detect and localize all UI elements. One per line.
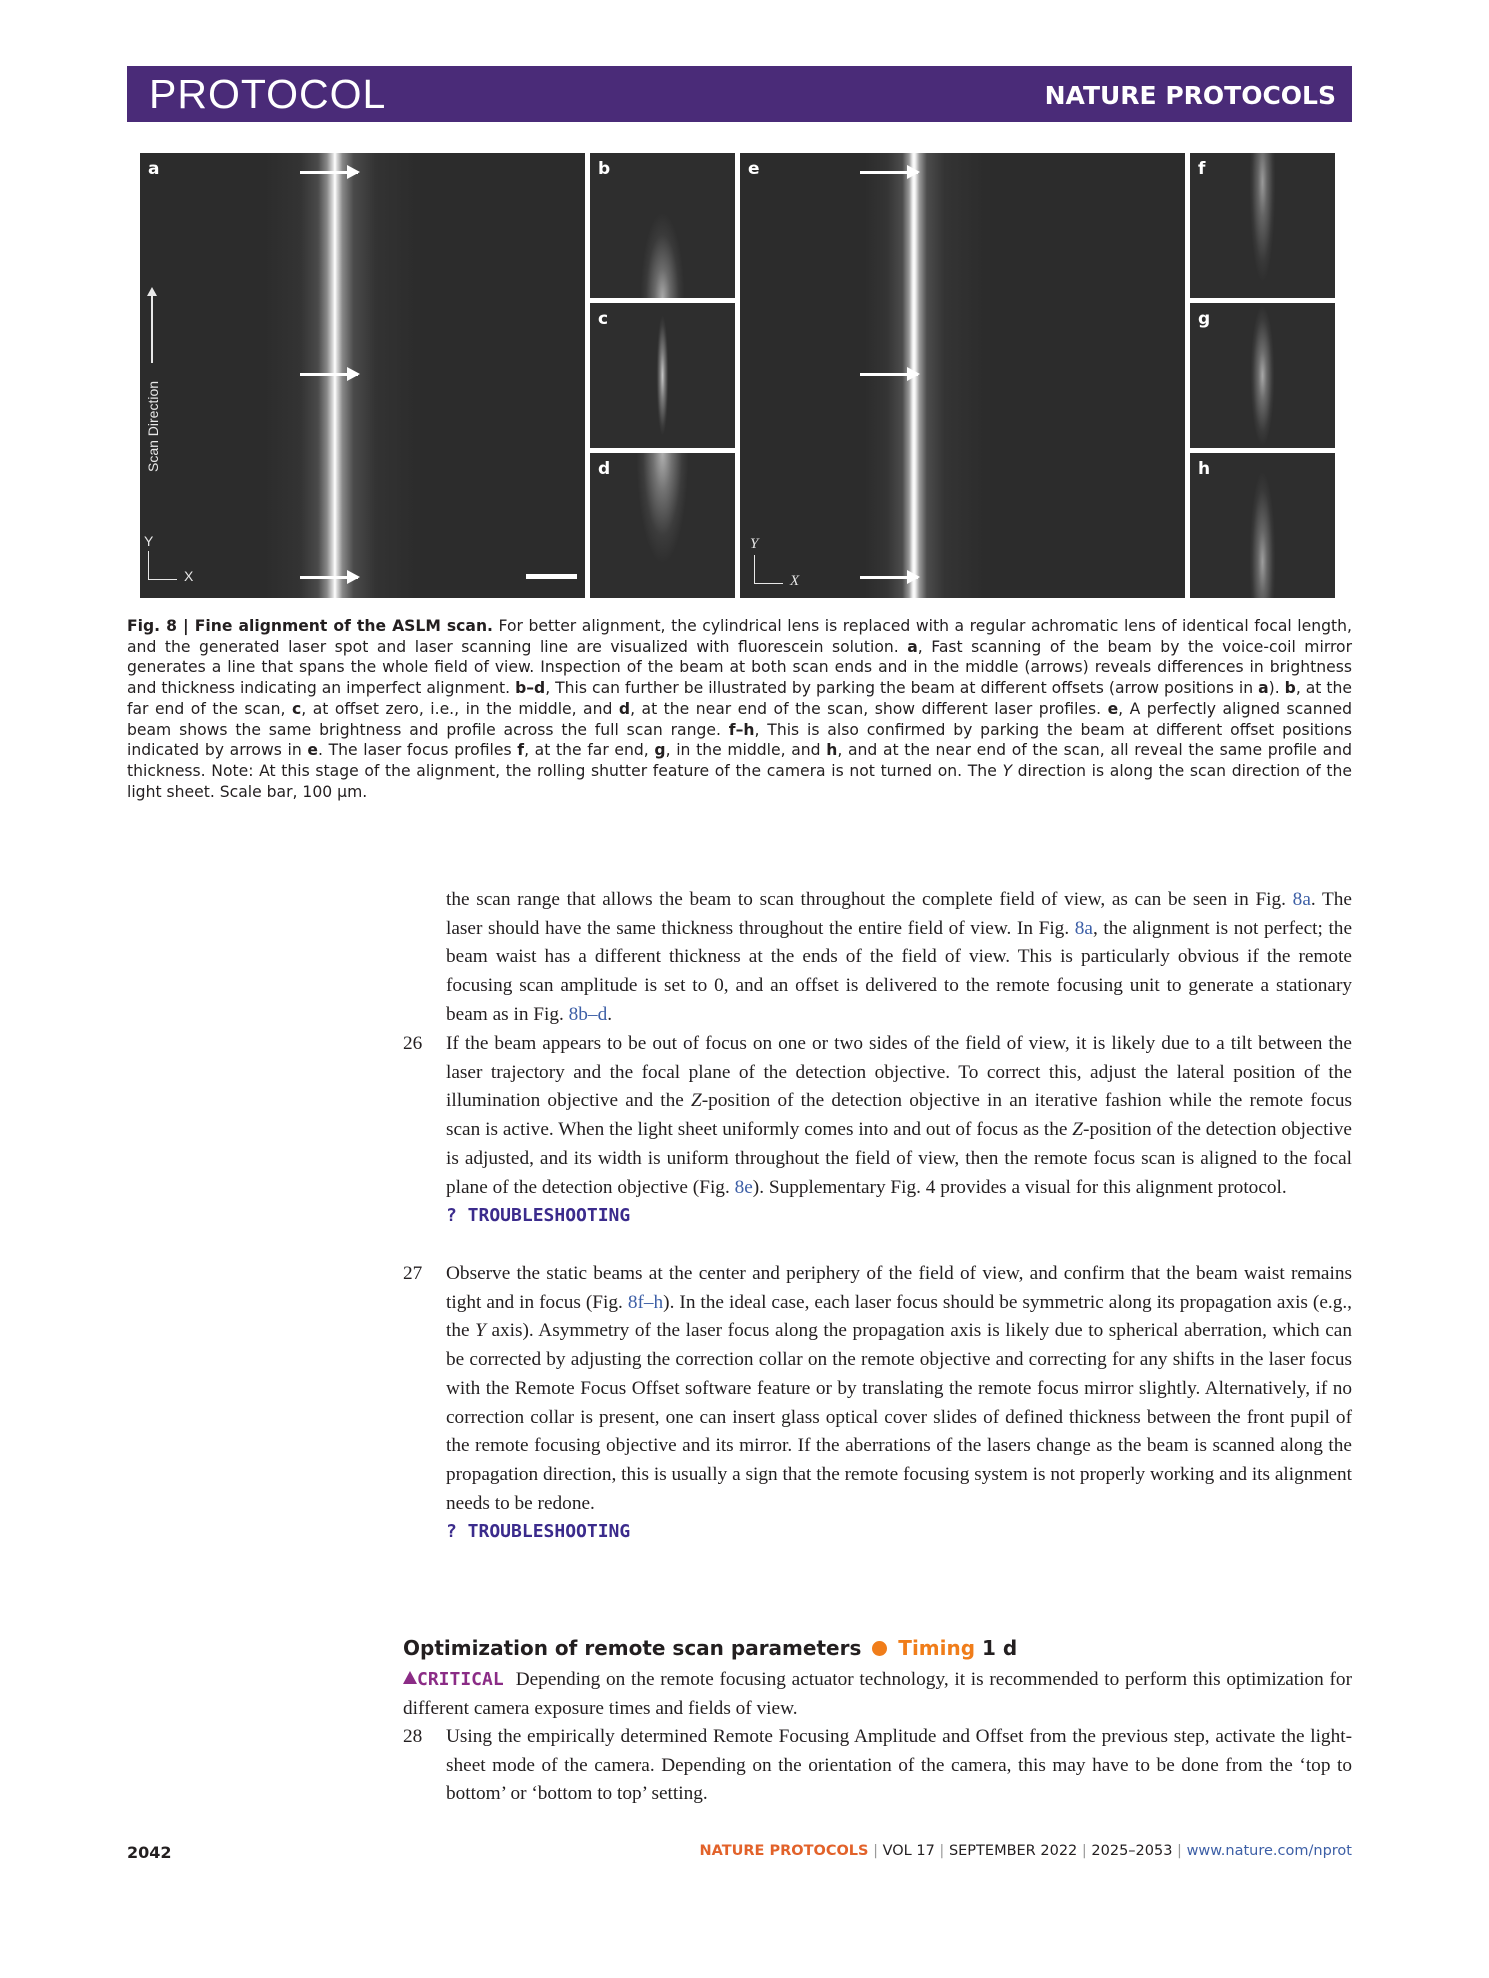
panel-label: g: [1198, 309, 1211, 329]
troubleshooting-link[interactable]: ? TROUBLESHOOTING: [446, 1521, 631, 1543]
critical-note: CRITICAL Depending on the remote focusing actuator technology, it is recommended to perform this optimization for different camera exposure times and fields of view.: [403, 1669, 1352, 1719]
step-number: 26: [403, 1033, 423, 1054]
axis-y-label: Y: [144, 533, 154, 549]
axis-y-label: Y: [750, 536, 759, 552]
figure-link[interactable]: 8f–h: [627, 1291, 664, 1313]
step-number: 27: [403, 1263, 423, 1284]
panel-label: e: [748, 159, 760, 179]
journal-name: NATURE PROTOCOLS: [1044, 81, 1336, 110]
panel-label: d: [598, 459, 611, 479]
figure-link[interactable]: 8e: [734, 1176, 753, 1198]
panel-f: [1190, 153, 1335, 298]
panel-d: [590, 453, 735, 598]
arrow-middle: [300, 373, 358, 376]
arrow-bottom: [300, 576, 358, 579]
page-header: [127, 66, 1352, 122]
figure-link[interactable]: 8a: [1292, 889, 1311, 910]
arrow-middle: [860, 373, 918, 376]
critical-triangle-icon: [403, 1671, 417, 1684]
page-number: 2042: [127, 1843, 172, 1862]
panel-label: b: [598, 159, 611, 179]
axis-corner: [754, 555, 783, 584]
panel-g: [1190, 303, 1335, 448]
panel-a: [140, 153, 585, 598]
step-26-text: If the beam appears to be out of focus on one or two sides of the field of view, it is likely due to a tilt between the laser trajectory and the focal plane of the detection objective. To correct this, adjust the lateral position of the illumination objective and the Z-position of the detection objective in an iterative fashion while the remote focus scan is active. When the light sheet uniformly comes into and out of focus as the Z-position of the detection objective is adjusted, and its width is uniform throughout the field of view, then the remote focus scan is aligned to the focal plane of the detection objective (Fig. 8e). Supplementary Fig. 4 provides a visual for this alignment protocol. ? TROUBLESHOOTING: [446, 1033, 1352, 1227]
axis-x-label: X: [184, 568, 194, 584]
figure-link[interactable]: 8a: [1074, 917, 1093, 939]
scan-direction-label: Scan Direction: [145, 380, 161, 472]
step-28-text: Using the empirically determined Remote Focusing Amplitude and Offset from the previous step, activate the light-sheet mode of the camera. Depending on the orientation of the camera, this may have to be done from the ‘top to bottom’ or ‘bottom to top’ setting.: [446, 1726, 1352, 1805]
scale-bar: [526, 574, 577, 579]
panel-b: [590, 153, 735, 298]
arrow-top: [860, 171, 918, 174]
step-27-text: Observe the static beams at the center and periphery of the field of view, and confirm that the beam waist remains tight and in focus (Fig. 8f–h). In the ideal case, each laser focus should be symmetric along its propagation axis (e.g., the Y axis). Asymmetry of the laser focus along the propagation axis is likely due to spherical aberration, which can be corrected by adjusting the correction collar on the remote objective and correcting for any shifts in the laser focus with the Remote Focus Offset software feature or by translating the remote focus mirror slightly. Alternatively, if no correction collar is present, one can insert glass optical cover slides of defined thickness between the front pupil of the remote focusing objective and its mirror. If the aberrations of the lasers change as the beam is scanned along the propagation direction, this is usually a sign that the remote focusing system is not properly working and its alignment needs to be redone. ? TROUBLESHOOTING: [446, 1263, 1352, 1543]
page-footer: NATURE PROTOCOLS | VOL 17 | SEPTEMBER 2022 | 2025–2053 | www.nature.com/nprot: [699, 1843, 1352, 1859]
paragraph-continuation: the scan range that allows the beam to scan throughout the complete field of view, as can be seen in Fig. 8a. The laser should have the same thickness throughout the entire field of view. In Fig. 8a, the alignment is not perfect; the beam waist has a different thickness at the ends of the field of view. This is particularly obvious if the remote focusing scan amplitude is set to 0, and an offset is delivered to the remote focusing unit to generate a stationary beam as in Fig. 8b–d.: [446, 889, 1352, 1025]
panel-label: a: [148, 159, 160, 179]
step-number: 28: [403, 1726, 423, 1747]
panel-h: [1190, 453, 1335, 598]
section-label: PROTOCOL: [149, 71, 387, 117]
figure-link[interactable]: 8b–d: [568, 1003, 608, 1025]
axis-corner: [148, 551, 177, 580]
panel-e: [740, 153, 1185, 598]
panel-c: [590, 303, 735, 448]
arrow-top: [300, 171, 358, 174]
panel-label: c: [598, 309, 609, 329]
figure-8: [140, 153, 1340, 603]
troubleshooting-link[interactable]: ? TROUBLESHOOTING: [446, 1205, 631, 1227]
timing-dot-icon: [872, 1641, 887, 1656]
scan-direction-arrowhead: [147, 287, 157, 296]
panel-label: h: [1198, 459, 1211, 479]
section-heading: Optimization of remote scan parameters Timing 1 d: [403, 1636, 1018, 1660]
journal-url-link[interactable]: www.nature.com/nprot: [1186, 1843, 1352, 1859]
figure-caption: Fig. 8 | Fine alignment of the ASLM scan. For better alignment, the cylindrical lens is replaced with a regular achromatic lens of identical focal length, and the generated laser spot and laser scanning line are visualized with fluorescein solution. a, Fast scanning of the beam by the voice-coil mirror generates a line that spans the whole field of view. Inspection of the beam at both scan ends and in the middle (arrows) reveals differences in brightness and thickness indicating an imperfect alignment. b–d, This can further be illustrated by parking the beam at different offsets (arrow positions in a). b, at the far end of the scan, c, at offset zero, i.e., in the middle, and d, at the near end of the scan, show different laser profiles. e, A perfectly aligned scanned beam shows the same brightness and profile across the full scan range. f–h, This is also confirmed by parking the beam at different offset positions indicated by arrows in e. The laser focus profiles f, at the far end, g, in the middle, and h, and at the near end of the scan, all reveal the same profile and thickness. Note: At this stage of the alignment, the rolling shutter feature of the camera is not turned on. The Y direction is along the scan direction of the light sheet. Scale bar, 100 μm.: [127, 617, 1352, 801]
panel-label: f: [1198, 159, 1206, 179]
arrow-bottom: [860, 576, 918, 579]
axis-x-label: X: [790, 573, 800, 589]
scan-direction-arrow: [151, 293, 153, 363]
